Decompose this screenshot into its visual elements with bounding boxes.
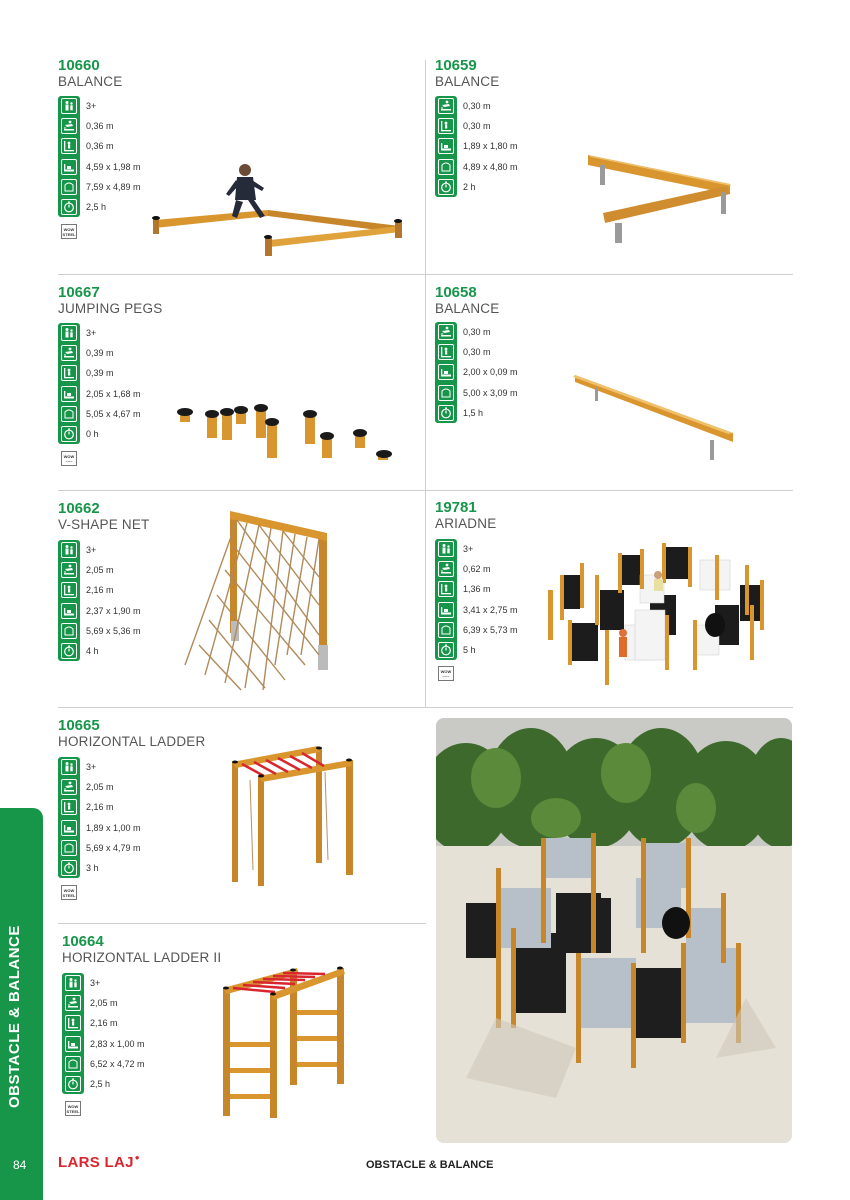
install-time-icon [438,642,454,658]
spec-value: 5,05 x 4,67 m [86,408,141,419]
spec-value: 1,5 h [463,407,484,418]
ariadne-photo [436,718,792,1143]
spec-value: 3+ [86,328,97,338]
spec-value: 0,62 m [463,564,491,575]
fall-height-icon [61,345,77,361]
wow-badge: WOW ~~~ [438,666,454,681]
spec-value: 2,83 x 1,00 m [90,1038,145,1049]
spec-value: 0,36 m [86,141,114,152]
row-divider [58,274,793,275]
product-size-icon [65,1036,81,1052]
product-name: JUMPING PEGS [58,301,163,316]
safety-area-icon [438,385,454,401]
product-size-icon [438,602,454,618]
fall-height-icon [438,561,454,577]
age-icon [61,98,77,114]
spec-value: 0 h [86,429,99,439]
wow-badge: WOW ~~~ [61,451,77,466]
horizontal-ladder-ii-image [215,960,350,1120]
product-card-19781[interactable] [435,500,496,532]
age-icon [61,542,77,558]
spec-value: 5,00 x 3,09 m [463,387,518,398]
product-name: V-SHAPE NET [58,517,150,532]
spec-value: 2,16 m [90,1018,118,1029]
product-code: 10665 [58,717,100,734]
side-tab-label: OBSTACLE & BALANCE [6,925,23,1108]
install-time-icon [61,199,77,215]
spec-value: 3+ [86,545,97,555]
spec-value: 2,37 x 1,90 m [86,605,141,616]
spec-value: 3+ [90,978,101,988]
spec-value: 4,59 x 1,98 m [86,161,141,172]
column-divider [425,60,426,708]
free-height-icon [65,1015,81,1031]
product-code: 10662 [58,500,100,517]
product-size-icon [61,159,77,175]
safety-area-icon [438,159,454,175]
safety-area-icon [61,623,77,639]
balance-beam-10659-image [585,150,735,245]
spec-value: 0,39 m [86,368,114,379]
wow-steel-badge: WOW STEEL [65,1101,81,1116]
age-icon [438,541,454,557]
age-icon [61,325,77,341]
safety-area-icon [65,1056,81,1072]
product-card-10659[interactable] [435,58,499,90]
spec-value: 4 h [86,646,99,656]
spec-value: 5,69 x 4,79 m [86,842,141,853]
row-divider [58,490,793,491]
spec-value: 2,16 m [86,802,114,813]
spec-value: 2,5 h [90,1079,111,1089]
product-card-10667[interactable] [58,285,162,317]
spec-value: 7,59 x 4,89 m [86,181,141,192]
free-height-icon [61,582,77,598]
fall-height-icon [61,562,77,578]
spec-value: 0,36 m [86,121,114,132]
product-size-icon [61,820,77,836]
product-code: 10658 [435,284,477,301]
product-card-10664[interactable] [62,934,221,966]
wow-steel-badge: WOW STEEL [61,224,77,239]
free-height-icon [438,581,454,597]
fall-height-icon [438,98,454,114]
spec-value: 2,00 x 0,09 m [463,367,518,378]
product-size-icon [438,364,454,380]
spec-value: 2,05 m [90,998,118,1009]
horizontal-ladder-image [220,740,365,890]
product-size-icon [61,386,77,402]
logo-text: LARS LAJ [58,1154,134,1171]
page-number: 84 [13,1158,27,1172]
spec-value: 4,89 x 4,80 m [463,161,518,172]
spec-value: 0,39 m [86,348,114,359]
spec-value: 3+ [86,762,97,772]
v-shape-net-image [175,505,345,695]
product-code: 19781 [435,499,477,516]
spec-value: 2,05 m [86,565,114,576]
age-icon [61,759,77,775]
age-icon [65,975,81,991]
free-height-icon [61,138,77,154]
product-code: 10659 [435,57,477,74]
free-height-icon [61,799,77,815]
product-name: HORIZONTAL LADDER II [62,950,222,965]
spec-value: 6,52 x 4,72 m [90,1058,145,1069]
product-card-10660[interactable] [58,58,122,90]
product-card-10658[interactable] [435,285,499,317]
product-size-icon [61,603,77,619]
row-divider [58,923,426,924]
free-height-icon [61,365,77,381]
jumping-pegs-image [170,398,400,468]
free-height-icon [438,118,454,134]
install-time-icon [61,643,77,659]
fall-height-icon [438,324,454,340]
spec-value: 0,30 m [463,327,491,337]
spec-value: 3 h [86,863,99,873]
spec-value: 3+ [463,544,474,554]
safety-area-icon [61,179,77,195]
safety-area-icon [61,406,77,422]
product-name: ARIADNE [435,516,497,531]
product-code: 10664 [62,933,104,950]
product-name: BALANCE [435,301,500,316]
spec-value: 1,89 x 1,00 m [86,822,141,833]
ariadne-maze-image [540,535,805,690]
product-card-10665[interactable] [58,718,205,750]
spec-value: 5,69 x 5,36 m [86,625,141,636]
spec-value: 2,16 m [86,585,114,596]
balance-beam-10660-image [150,158,410,258]
product-code: 10660 [58,57,100,74]
spec-value: 0,30 m [463,101,491,111]
product-size-icon [438,138,454,154]
spec-value: 6,39 x 5,73 m [463,624,518,635]
install-time-icon [438,179,454,195]
spec-value: 2,05 m [86,782,114,793]
spec-value: 2,05 x 1,68 m [86,388,141,399]
footer-section-title: OBSTACLE & BALANCE [366,1159,494,1171]
spec-value: 5 h [463,645,476,655]
fall-height-icon [65,995,81,1011]
balance-beam-10658-image [570,370,740,465]
spec-value: 1,89 x 1,80 m [463,141,518,152]
spec-value: 1,36 m [463,584,491,595]
spec-value: 3+ [86,101,97,111]
spec-value: 0,30 m [463,121,491,132]
free-height-icon [438,344,454,360]
row-divider [58,707,793,708]
safety-area-icon [61,840,77,856]
product-name: BALANCE [435,74,500,89]
install-time-icon [438,405,454,421]
product-name: HORIZONTAL LADDER [58,734,206,749]
spec-value: 2,5 h [86,202,107,212]
product-code: 10667 [58,284,100,301]
product-name: BALANCE [58,74,123,89]
safety-area-icon [438,622,454,638]
fall-height-icon [61,779,77,795]
wow-steel-badge: WOW STEEL [61,885,77,900]
spec-value: 2 h [463,181,476,192]
install-time-icon [61,426,77,442]
spec-value: 3,41 x 2,75 m [463,604,518,615]
install-time-icon [61,860,77,876]
install-time-icon [65,1076,81,1092]
spec-value: 0,30 m [463,347,491,358]
fall-height-icon [61,118,77,134]
product-card-10662[interactable] [58,501,149,533]
lars-laj-logo: LARS LAJ● [58,1153,140,1171]
